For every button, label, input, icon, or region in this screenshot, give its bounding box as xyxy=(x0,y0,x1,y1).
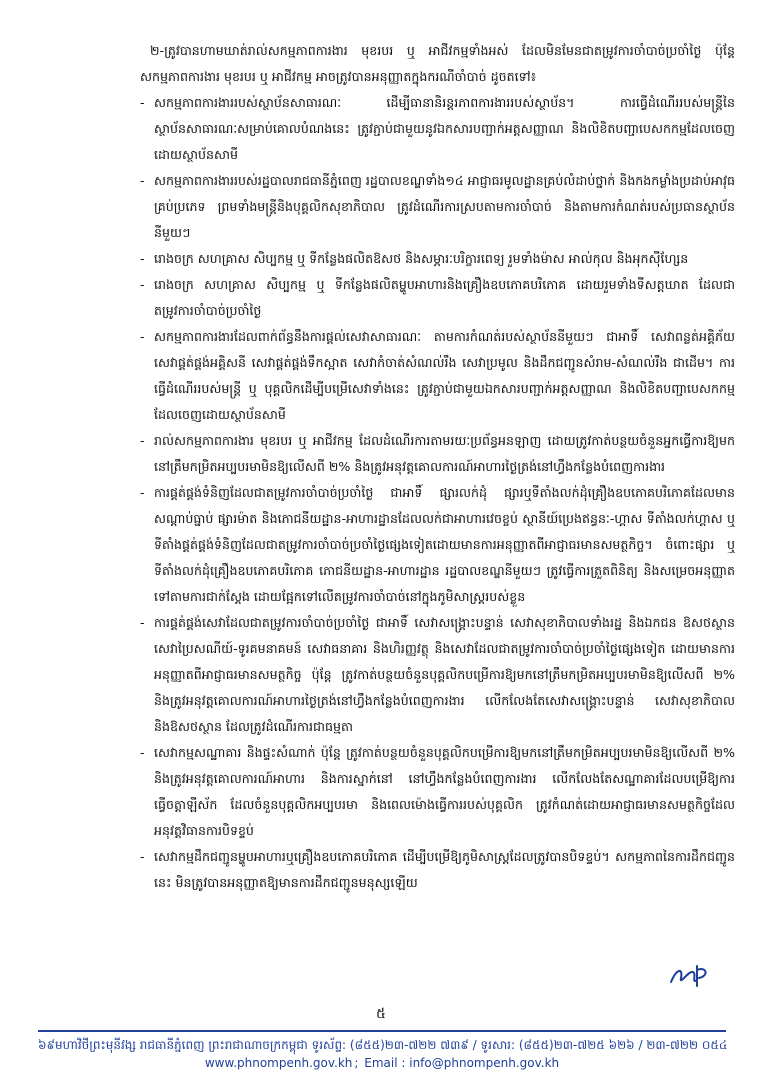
bullet-dash: - xyxy=(140,615,145,630)
list-item-text: រាល់សកម្មភាពការងារ មុខរបរ ឬ អាជីវកម្ម ដែលដំណើរការតាមរយៈប្រព័ន្ធអនឡាញ ដោយត្រូវកាត់បន្ថយចំនួនអ្នកធ្វើការឱ្យមកនៅត្រឹមកម្រិតអប្បបរមាមិនឱ្យលើសពី ២% និងត្រូវអនុវត្តគោលការណ៍អាហារថ្ងៃត្រង់នៅហ្វឹងកន្លែងបំពេញការងារ xyxy=(154,433,735,474)
list-item xyxy=(140,480,735,610)
list-item xyxy=(140,168,735,246)
page-number: ៥ xyxy=(376,1006,386,1022)
footer-separator: ; xyxy=(354,1056,359,1070)
list-item xyxy=(140,90,735,168)
list-item xyxy=(140,844,735,896)
footer-email[interactable]: Email : info@phnompenh.gov.kh xyxy=(364,1056,560,1070)
bullet-dash: - xyxy=(140,849,145,864)
list-item-text: ការផ្គត់ផ្គង់សេវាដែលជាតម្រូវការចាំបាច់ប្រចាំថ្ងៃ ជាអាទិ៍ សេវាសង្គ្រោះបន្ទាន់ សេវាសុខាភិបាលទាំងរដ្ឋ និងឯកជន ឱសថស្ថាន សេវាប្រៃសណីយ៍-ទូរគមនាគមន៍ សេវាធនាគារ និងហិរញ្ញវត្ថុ និងសេវាដែលជាតម្រូវការចាំបាច់ប្រចាំថ្ងៃផ្សេងទៀត ដោយមានការអនុញ្ញាតពីអាជ្ញាធរមានសមត្ថកិច្ច ប៉ុន្តែ ត្រូវកាត់បន្ថយចំនួនបុគ្គលិកបម្រើការឱ្យមកនៅត្រឹមកម្រិតអប្បបរមាមិនឱ្យលើសពី ២% និងត្រូវអនុវត្តគោលការណ៍អាហារថ្ងៃត្រង់នៅហ្វឹងកន្លែងបំពេញការងារ លើកលែងតែសេវាសង្គ្រោះបន្ទាន់ សេវាសុខាភិបាល និងឱសថស្ថាន ដែលត្រូវដំណើរការជាធម្មតា xyxy=(154,615,735,734)
intro-paragraph: ២-ត្រូវបានហាមឃាត់រាល់សកម្មភាពការងារ មុខរបរ ឬ អាជីវកម្មទាំងអស់ ដែលមិនមែនជាតម្រូវការចាំបាច់ប្រចាំថ្ងៃ ប៉ុន្តែ សកម្មភាពការងារ មុខរបរ ឬ អាជីវកម្ម អាចត្រូវបានអនុញ្ញាតក្នុងករណីចាំបាច់ ដូចតទៅ៖ xyxy=(140,43,735,84)
signature-mark xyxy=(667,960,713,990)
footer-address: ៦៩មហាវិថីព្រះមុនីវង្ស រាជធានីភ្នំពេញ ព្រះរាជាណាចក្រកម្ពុជា ទូរស័ព្ទ: (៨៥៥)២៣-៧២២ ៧៣៩ / ទូរសារ: (៨៥៥)២៣-៧២៥ ៦២៦ / ២៣-៧២២ ០៥៤ xyxy=(38,1038,728,1052)
list-item-text: ការផ្គត់ផ្គង់ទំនិញដែលជាតម្រូវការចាំបាច់ប្រចាំថ្ងៃ ជាអាទិ៍ ផ្សារលក់ដុំ ផ្សារឬទីតាំងលក់ដុំគ្រឿងឧបភោគបរិភោគដែលមានសណ្តាប់ធ្នាប់ ផ្សារម៉ាត និងភោជនីយដ្ឋាន-អាហារដ្ឋានដែលលក់ជាអាហារវេចខ្ចប់ ស្ថានីយ៍ប្រេងឥន្ធនៈ-ហ្គាស ទីតាំងលក់ហ្គាស ឬ ទីតាំងផ្គត់ផ្គង់ទំនិញដែលជាតម្រូវការចាំបាច់ប្រចាំថ្ងៃផ្សេងទៀតដោយមានការអនុញ្ញាតពីអាជ្ញាធរមានសមត្ថកិច្ច។ ចំពោះផ្សារ ឬ ទីតាំងលក់ដុំគ្រឿងឧបភោគបរិភោគ ភោជនីយដ្ឋាន-អាហារដ្ឋាន រដ្ឋបាលខណ្ឌនីមួយៗ ត្រូវធ្វើការត្រួតពិនិត្យ និងសម្រេចអនុញ្ញាតទៅតាមការជាក់ស្តែង ដោយផ្អែកទៅលើតម្រូវការចាំបាច់នៅក្នុងភូមិសាស្ត្ររបស់ខ្លួន xyxy=(154,485,735,604)
list-item-text: សេវាកម្មសណ្ឋាគារ និងផ្ទះសំណាក់ ប៉ុន្តែ ត្រូវកាត់បន្ថយចំនួនបុគ្គលិកបម្រើការឱ្យមកនៅត្រឹមកម្រិតអប្បបរមាមិនឱ្យលើសពី ២% និងត្រូវអនុវត្តគោលការណ៍អាហារ និងការស្នាក់នៅ នៅហ្វឹងកន្លែងបំពេញការងារ លើកលែងតែសណ្ឋាគារដែលបម្រើឱ្យការធ្វើចត្តាឡីស័ក ដែលចំនួនបុគ្គលិកអប្បបរមា និងពេលម៉ោងធ្វើការរបស់បុគ្គលិក ត្រូវកំណត់ដោយអាជ្ញាធរមានសមត្ថកិច្ចដែលអនុវត្តវិធានការបិទខ្ទប់ xyxy=(154,745,735,838)
bullet-dash: - xyxy=(140,95,145,110)
bullet-dash: - xyxy=(140,485,145,500)
list-item-text: សកម្មភាពការងារដែលពាក់ព័ន្ធនឹងការផ្តល់សេវាសាធារណៈ តាមការកំណត់របស់ស្ថាប័ននីមួយៗ ជាអាទិ៍ សេវាពន្លត់អគ្គិភ័យ សេវាផ្គត់ផ្គង់អគ្គិសនី សេវាផ្គត់ផ្គង់ទឹកស្អាត សេវាកំចាត់សំណល់រឹង សេវាប្រមូល និងដឹកជញ្ជូនសំរាម-សំណល់រឹង ជាដើម។ ការធ្វើដំណើររបស់មន្ត្រី ឬ បុគ្គលិកដើម្បីបម្រើសេវាទាំងនេះ ត្រូវភ្ជាប់ជាមួយឯកសារបញ្ជាក់អត្តសញ្ញាណ និងលិខិតបញ្ជាបេសកកម្មដែលចេញដោយស្ថាប័នសាមី xyxy=(154,329,735,422)
list-item xyxy=(140,272,735,324)
list-item-text: រោងចក្រ សហគ្រាស សិប្បកម្ម ឬ ទីកន្លែងផលិតម្ហូបអាហារនិងគ្រឿងឧបភោគបរិភោគ ដោយរួមទាំងទីសត្តឃាត ដែលជាតម្រូវការចាំបាច់ប្រចាំថ្ងៃ xyxy=(154,277,735,318)
document-body xyxy=(140,38,735,896)
list-item-text: សកម្មភាពការងាររបស់ស្ថាប័នសាធារណៈ ដើម្បីធានានិរន្តរភាពការងាររបស់ស្ថាប័ន។ ការធ្វើដំណើររបស់មន្ត្រីនៃស្ថាប័នសាធារណៈសម្រាប់គោលបំណងនេះ ត្រូវភ្ជាប់ជាមួយនូវឯកសារបញ្ជាក់អត្តសញ្ញាណ និងលិខិតបញ្ជាបេសកកម្មដែលចេញដោយស្ថាប័នសាមី xyxy=(154,95,735,162)
list-item-text: សកម្មភាពការងាររបស់រដ្ឋបាលរាជធានីភ្នំពេញ រដ្ឋបាលខណ្ឌទាំង១៤ អាជ្ញាធរមូលដ្ឋានគ្រប់លំដាប់ថ្នាក់ និងកងកម្លាំងប្រដាប់អាវុធគ្រប់ប្រភេទ ព្រមទាំងមន្ត្រីនិងបុគ្គលិកសុខាភិបាល ត្រូវដំណើរការស្របតាមការចាំបាច់ និងតាមការកំណត់របស់ប្រធានស្ថាប័ននីមួយៗ xyxy=(154,173,735,240)
bullet-dash: - xyxy=(140,173,145,188)
footer-divider xyxy=(38,1030,726,1032)
bullet-dash: - xyxy=(140,745,145,760)
bullet-dash: - xyxy=(140,329,145,344)
bullet-dash: - xyxy=(140,433,145,448)
list-item xyxy=(140,324,735,428)
bullet-dash: - xyxy=(140,251,145,266)
footer-contact xyxy=(38,1054,726,1072)
list-item xyxy=(140,246,735,272)
list-item-text: រោងចក្រ សហគ្រាស សិប្បកម្ម ឬ ទីកន្លែងផលិតឱសថ និងសម្ភារៈបរិក្ខារពេទ្យ រួមទាំងម៉ាស អាល់កុល និងអុកស៊ីហ្សែន xyxy=(154,251,689,266)
list-item-text: សេវាកម្មដឹកជញ្ជូនម្ហូបអាហារឬគ្រឿងឧបភោគបរិភោគ ដើម្បីបម្រើឱ្យភូមិសាស្ត្រដែលត្រូវបានបិទខ្ទប់។ សកម្មភាពនៃការដឹកជញ្ជូននេះ មិនត្រូវបានអនុញ្ញាតឱ្យមានការដឹកជញ្ជូនមនុស្សឡើយ xyxy=(154,849,735,890)
list-item xyxy=(140,610,735,740)
list-item xyxy=(140,740,735,844)
list-item xyxy=(140,428,735,480)
bullet-dash: - xyxy=(140,277,145,292)
footer-website-link[interactable]: www.phnompenh.gov.kh xyxy=(204,1056,353,1070)
